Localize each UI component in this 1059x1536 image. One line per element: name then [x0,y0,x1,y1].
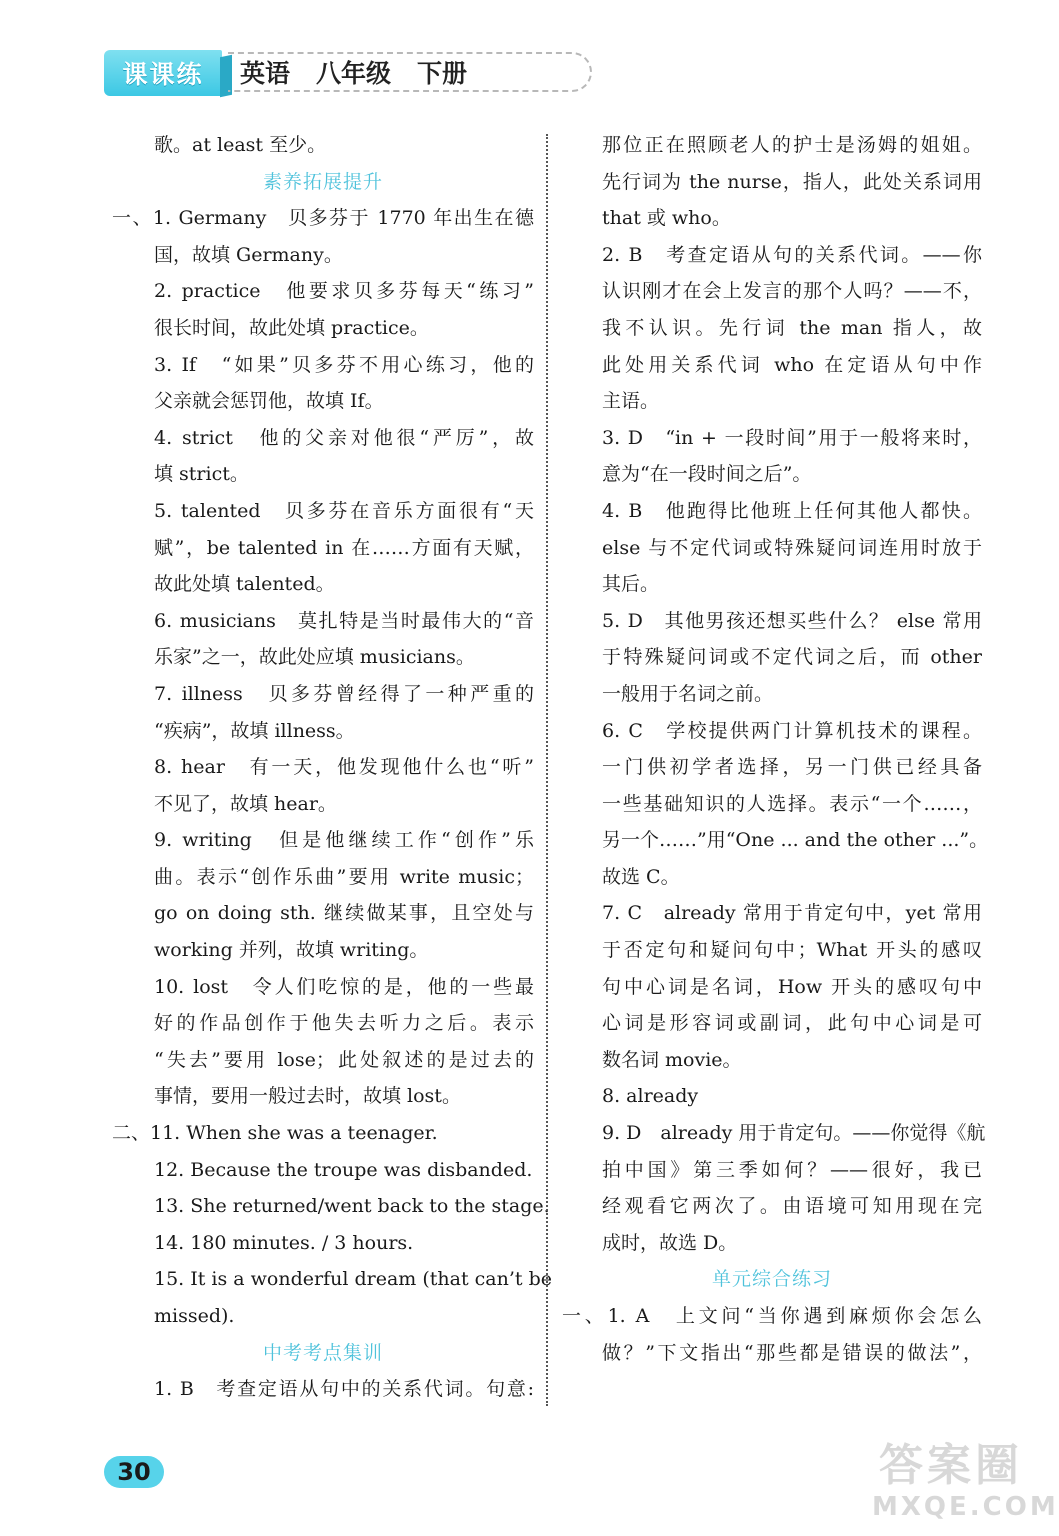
right-column [562,127,989,1371]
left-text-line: “疾病”，故填 illness。 [154,719,355,742]
volume-label: 下册 [417,59,468,88]
right-text-line: 此处用关系代词 who 在定语从句中作 [602,353,982,376]
right-text-line: else 与不定代词或特殊疑问词连用时放于 [602,536,982,559]
right-text-line: 意为“在一段时间之后”。 [602,463,812,486]
right-text-line: 另一个……”用“One ... and the other ...”。 [602,829,989,852]
left-text-line: 国，故填 Germany。 [154,243,343,266]
left-text-line: 二、11. When she was a teenager. [112,1122,438,1145]
left-text-line: 14. 180 minutes. / 3 hours. [154,1231,414,1254]
left-text-line: 很长时间，故此处填 practice。 [154,316,429,339]
left-column [112,127,552,1408]
section-title: 素养拓展提升 [262,170,383,193]
left-text-line: missed). [154,1305,235,1327]
left-text-line: 一、1. Germany 贝多芬于 1770 年出生在德 [112,207,534,230]
left-text-line: 15. It is a wonderful dream (that can’t be [154,1268,552,1291]
left-text-line: 5. talented 贝多芬在音乐方面很有“天 [154,499,534,522]
right-text-line: 于特殊疑问词或不定代词之后，而 other [602,646,982,669]
right-text-line: 那位正在照顾老人的护士是汤姆的姐姐。 [602,134,982,156]
right-text-line: 数名词 movie。 [602,1048,742,1071]
left-text-line: 乐家”之一，故此处应填 musicians。 [154,646,475,669]
left-text-line: 3. If “如果”贝多芬不用心练习，他的 [154,353,534,376]
column-divider [546,134,548,1406]
right-text-line: 故选 C。 [602,865,680,888]
right-text-line: 5. D 其他男孩还想买些什么？ else 常用 [602,609,982,632]
watermark-url: MXQE.COM [872,1492,1059,1522]
subject-label: 英语 [240,59,291,88]
left-text-line: 故此处填 talented。 [154,573,335,596]
right-text-line: 成时，故选 D。 [602,1231,738,1254]
right-text-line: 拍中国》第三季如何？——很好，我已 [602,1158,982,1181]
section-title: 单元综合练习 [711,1268,832,1291]
left-text-line: 9. writing 但是他继续工作“创作”乐 [154,829,534,852]
left-text-line: 7. illness 贝多芬曾经得了一种严重的 [154,682,534,705]
right-text-line: 一、1. A 上文问“当你遇到麻烦你会怎么 [562,1305,982,1327]
left-text-line: 12. Because the troupe was disbanded. [154,1158,533,1181]
left-text-line: 1. B 考查定语从句中的关系代词。句意: [154,1378,534,1401]
site-watermark [872,1440,1059,1530]
left-text-line: 不见了，故填 hear。 [154,792,337,815]
right-text-line: 7. C already 常用于肯定句中，yet 常用 [602,902,982,925]
brand-logo [104,50,222,96]
right-text-line: 8. already [602,1085,699,1108]
left-text-line: 8. hear 有一天，他发现他什么也“听” [154,756,534,779]
left-text-line: working 并列，故填 writing。 [154,939,429,962]
book-title [228,52,592,92]
left-text-line: 6. musicians 莫扎特是当时最伟大的“音 [154,609,534,632]
left-text-line: go on doing sth. 继续做某事，且空处与 [154,902,534,925]
left-text-line: 填 strict。 [154,463,249,486]
left-text-line: 事情，要用一般过去时，故填 lost。 [154,1085,461,1108]
right-text-line: 一门供初学者选择，另一门供已经具备 [602,756,982,779]
right-text-line: 2. B 考查定语从句的关系代词。——你 [602,243,982,266]
right-text-line: 主语。 [602,390,660,413]
right-text-line: 一般用于名词之前。 [602,682,774,705]
left-text-line: 歌。at least 至少。 [154,134,327,156]
brand-text: 课课练 [122,60,204,89]
right-text-line: 于否定句和疑问句中；What 开头的感叹 [602,939,982,962]
grade-label: 八年级 [316,59,392,88]
left-text-line: “失去”要用 lose；此处叙述的是过去的 [154,1048,534,1071]
right-text-line: 经观看它两次了。由语境可知用现在完 [602,1195,982,1218]
right-text-line: 9. D already 用于肯定句。——你觉得《航 [602,1122,986,1145]
right-text-line: 做？”下文指出“那些都是错误的做法”， [602,1341,982,1364]
left-text-line: 父亲就会惩罚他，故填 If。 [154,390,384,413]
right-text-line: 3. D “in + 一段时间”用于一般将来时， [602,426,982,449]
left-text-line: 2. practice 他要求贝多芬每天“练习” [154,280,534,303]
right-text-line: 心词是形容词或副词，此句中心词是可 [602,1012,982,1035]
left-text-line: 曲。表示“创作乐曲”要用 write music； [154,865,534,888]
left-text-line: 13. She returned/went back to the stage. [154,1195,550,1218]
left-text-line: 赋”，be talented in 在……方面有天赋， [154,536,534,559]
right-text-line: 其后。 [602,573,660,596]
left-text-line: 好的作品创作于他失去听力之后。表示 [154,1012,534,1035]
right-text-line: 6. C 学校提供两门计算机技术的课程。 [602,719,982,742]
right-text-line: 句中心词是名词，How 开头的感叹句中 [602,975,982,998]
right-text-line: 认识刚才在会上发言的那个人吗？——不， [602,280,982,303]
right-text-line: that 或 who。 [602,207,731,230]
right-text-line: 4. B 他跑得比他班上任何其他人都快。 [602,499,982,522]
page-number: 30 [104,1456,164,1488]
right-text-line: 一些基础知识的人选择。表示“一个……， [602,792,982,815]
right-text-line: 先行词为 the nurse，指人，此处关系词用 [602,170,982,193]
right-text-line: 我不认识。先行词 the man 指人，故 [602,316,982,339]
header-banner [104,46,496,102]
left-text-line: 10. lost 令人们吃惊的是，他的一些最 [154,975,534,998]
left-text-line: 4. strict 他的父亲对他很“严厉”，故 [154,426,534,449]
watermark-logo-text: 答案圈 [879,1440,1023,1491]
section-title: 中考考点集训 [262,1341,383,1364]
